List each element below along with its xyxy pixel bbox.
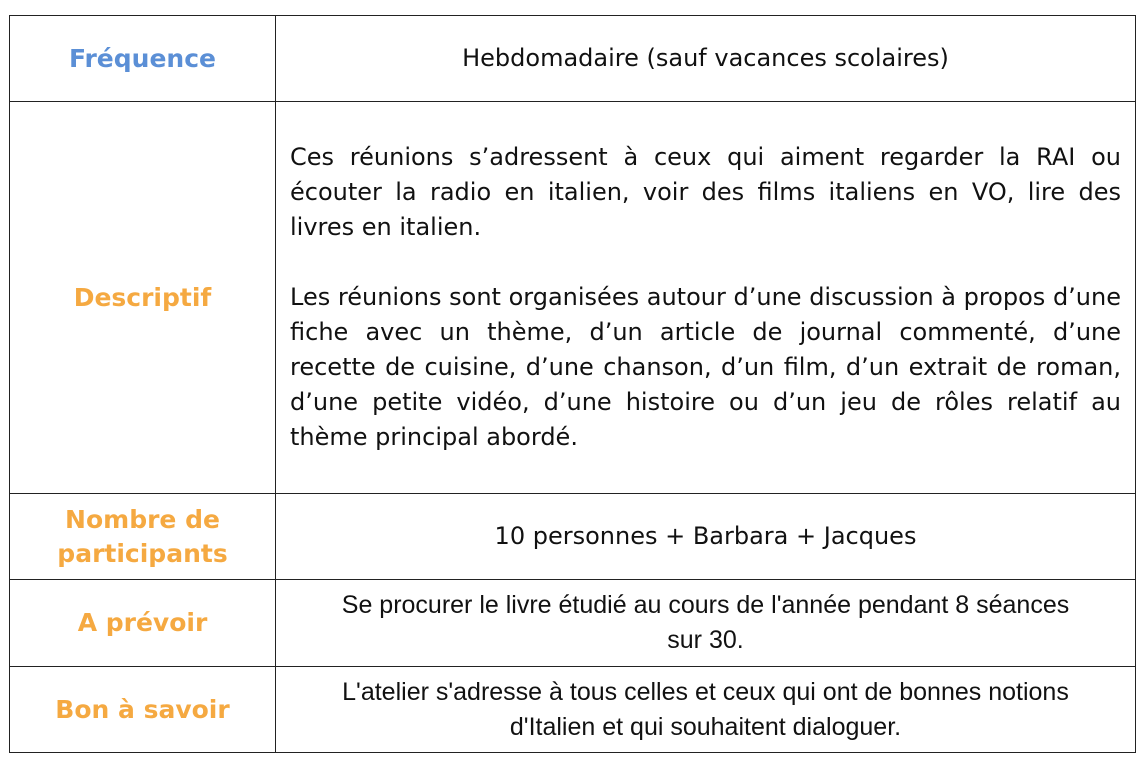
label-a-prevoir: A prévoir (10, 580, 276, 667)
label-participants: Nombre de participants (10, 494, 276, 580)
row-a-prevoir (10, 580, 1136, 667)
row-participants (10, 494, 1136, 580)
info-table (9, 15, 1136, 753)
row-frequence (10, 16, 1136, 102)
value-bon-a-savoir-text: L'atelier s'adresse à tous celles et ceux qui ont de bonnes notions d'Italien et qui souhaitent dialoguer. (342, 677, 1069, 741)
value-frequence: Hebdomadaire (sauf vacances scolaires) (276, 16, 1136, 102)
label-descriptif: Descriptif (10, 102, 276, 494)
label-bon-a-savoir: Bon à savoir (10, 667, 276, 753)
row-bon-a-savoir (10, 667, 1136, 753)
value-a-prevoir (276, 580, 1136, 667)
value-bon-a-savoir (276, 667, 1136, 753)
value-a-prevoir-text: Se procurer le livre étudié au cours de l'année pendant 8 séances sur 30. (341, 591, 1070, 654)
descriptif-paragraph-1: Ces réunions s’adressent à ceux qui aiment regarder la RAI ou écouter la radio en italien, voir des films italiens en VO, lire des livres en italien. (290, 143, 1121, 241)
row-descriptif (10, 102, 1136, 494)
value-participants: 10 personnes + Barbara + Jacques (276, 494, 1136, 580)
descriptif-paragraph-2: Les réunions sont organisées autour d’une discussion à propos d’une fiche avec un thème, d’un article de journal commenté, d’une recette de cuisine, d’une chanson, d’un film, d’un extrait de roman, d’une petite vidéo, d’une histoire ou d’un jeu de rôles relatif au thème principal abordé. (290, 283, 1121, 451)
value-descriptif (276, 102, 1136, 494)
label-frequence: Fréquence (10, 16, 276, 102)
